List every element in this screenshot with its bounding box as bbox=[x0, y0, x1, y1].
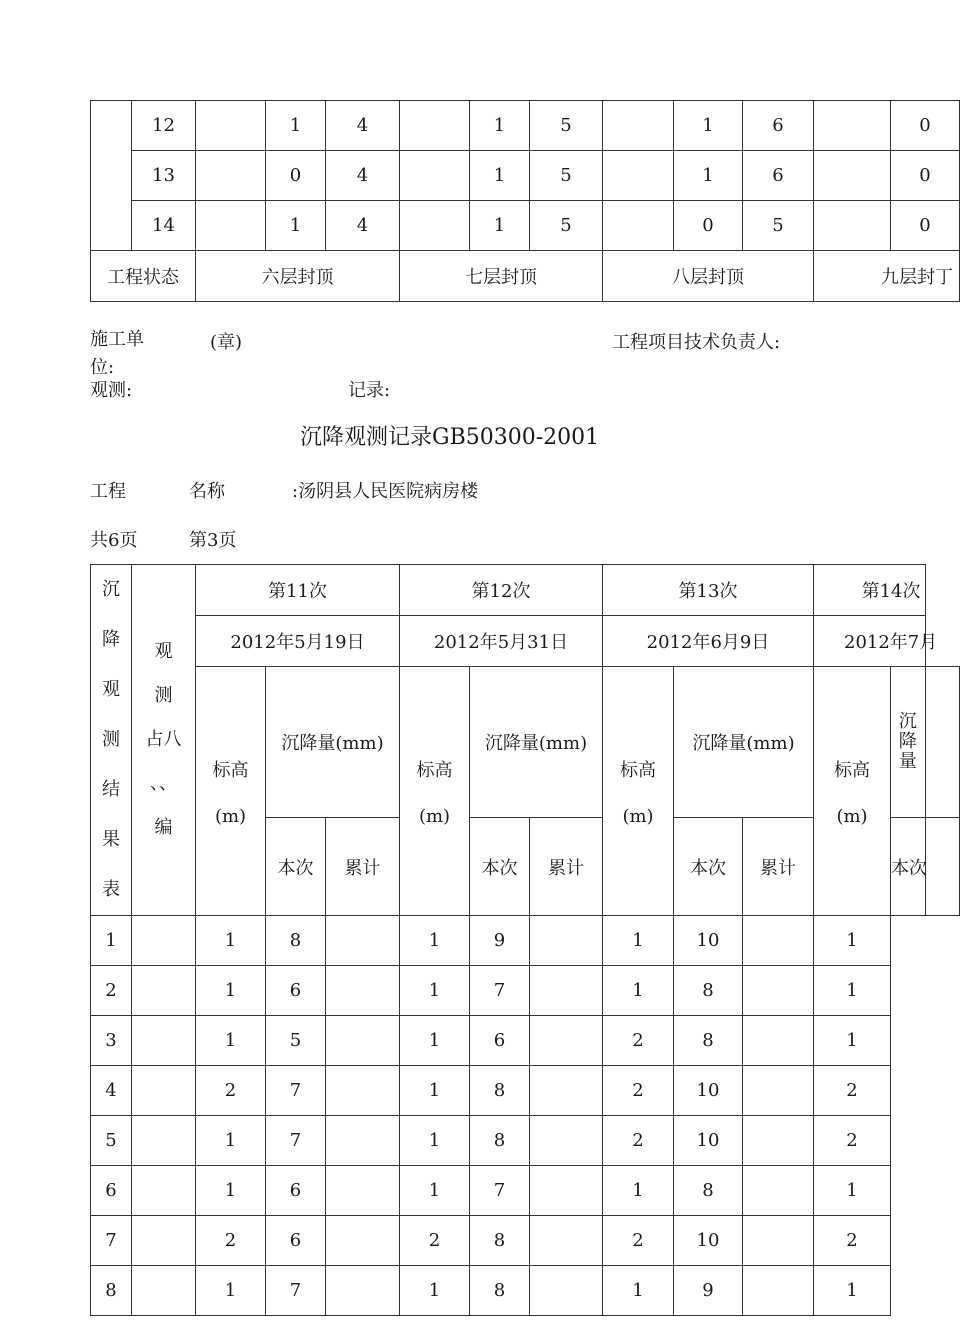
stack-char: 编 bbox=[154, 817, 173, 838]
project-label-1: 工程 bbox=[90, 481, 126, 502]
data-cell: 2 bbox=[603, 1016, 674, 1066]
data-cell bbox=[196, 201, 266, 251]
data-cell: 0 bbox=[266, 151, 326, 201]
page-number: 第3页 bbox=[189, 530, 237, 551]
data-cell bbox=[132, 1116, 196, 1166]
data-cell: 5 bbox=[743, 201, 814, 251]
data-cell: 7 bbox=[266, 1066, 326, 1116]
elev-header-13 bbox=[603, 667, 674, 916]
data-cell: 1 bbox=[196, 966, 266, 1016]
data-cell: 9 bbox=[674, 1266, 743, 1316]
data-cell bbox=[603, 101, 674, 151]
cumulative-header-12: 累计 bbox=[530, 818, 603, 916]
data-cell: 1 bbox=[196, 1016, 266, 1066]
data-cell bbox=[326, 916, 400, 966]
data-cell: 2 bbox=[603, 1116, 674, 1166]
data-cell bbox=[132, 1066, 196, 1116]
data-cell bbox=[814, 151, 891, 201]
data-cell bbox=[530, 1266, 603, 1316]
data-cell: 1 bbox=[196, 1116, 266, 1166]
settle-header-13: 沉降量(mm) bbox=[674, 667, 814, 818]
elev-unit: (m) bbox=[214, 805, 247, 827]
data-cell: 10 bbox=[674, 1216, 743, 1266]
data-cell bbox=[530, 966, 603, 1016]
data-cell: 8 bbox=[674, 966, 743, 1016]
data-cell bbox=[132, 1266, 196, 1316]
data-cell: 8 bbox=[266, 916, 326, 966]
data-cell: 2 bbox=[603, 1216, 674, 1266]
data-cell bbox=[603, 201, 674, 251]
elev-label: 标高 bbox=[416, 759, 453, 781]
data-cell bbox=[814, 101, 891, 151]
data-cell bbox=[132, 1016, 196, 1066]
stack-char: 观 bbox=[154, 641, 173, 662]
this-time-header-13: 本次 bbox=[674, 818, 743, 916]
data-cell: 1 bbox=[470, 201, 530, 251]
data-cell: 2 bbox=[814, 1066, 891, 1116]
data-cell: 8 bbox=[674, 1166, 743, 1216]
side-label bbox=[91, 565, 131, 915]
data-cell bbox=[743, 1116, 814, 1166]
data-cell: 1 bbox=[603, 916, 674, 966]
construction-unit-label-wrap bbox=[90, 326, 160, 378]
data-cell: 6 bbox=[266, 1216, 326, 1266]
table-row bbox=[91, 1216, 960, 1266]
this-time-header-12: 本次 bbox=[470, 818, 530, 916]
data-cell bbox=[400, 101, 470, 151]
data-cell bbox=[530, 916, 603, 966]
data-cell: 2 bbox=[814, 1216, 891, 1266]
data-cell bbox=[132, 1216, 196, 1266]
data-cell: 1 bbox=[400, 966, 470, 1016]
data-cell: 7 bbox=[266, 1266, 326, 1316]
round-11-label: 第11次 bbox=[196, 565, 400, 616]
data-cell: 1 bbox=[400, 1266, 470, 1316]
data-cell bbox=[743, 1266, 814, 1316]
point-header bbox=[132, 630, 195, 850]
filler-cell bbox=[925, 667, 960, 818]
top-settlement-table bbox=[90, 100, 960, 302]
data-cell bbox=[326, 1066, 400, 1116]
table-row bbox=[91, 1166, 960, 1216]
data-cell: 1 bbox=[603, 966, 674, 1016]
data-cell: 1 bbox=[814, 1016, 891, 1066]
point-number: 6 bbox=[91, 1166, 132, 1216]
data-cell bbox=[530, 1016, 603, 1066]
data-cell bbox=[132, 1166, 196, 1216]
elev-label: 标高 bbox=[834, 759, 870, 781]
data-cell bbox=[196, 151, 266, 201]
data-cell bbox=[530, 1066, 603, 1116]
data-cell: 7 bbox=[470, 966, 530, 1016]
construction-unit-label: 施工单位: bbox=[90, 329, 144, 378]
stack-char: 降 bbox=[102, 629, 120, 650]
data-cell: 1 bbox=[266, 201, 326, 251]
data-cell bbox=[743, 1016, 814, 1066]
data-cell: 2 bbox=[603, 1066, 674, 1116]
data-cell: 0 bbox=[891, 201, 960, 251]
data-cell: 6 bbox=[743, 151, 814, 201]
data-cell: 1 bbox=[814, 916, 891, 966]
total-pages: 共6页 bbox=[90, 530, 138, 551]
data-cell: 10 bbox=[674, 916, 743, 966]
data-cell: 1 bbox=[400, 1066, 470, 1116]
data-cell: 1 bbox=[196, 1166, 266, 1216]
side-label-cell bbox=[91, 565, 132, 916]
data-cell: 2 bbox=[814, 1116, 891, 1166]
status-value: 七层封顶 bbox=[400, 251, 603, 302]
data-cell bbox=[530, 1166, 603, 1216]
data-cell bbox=[132, 916, 196, 966]
data-cell: 8 bbox=[674, 1016, 743, 1066]
stack-char: 占八 bbox=[145, 729, 182, 750]
point-number: 2 bbox=[91, 966, 132, 1016]
data-cell: 7 bbox=[266, 1116, 326, 1166]
project-name: :汤阴县人民医院病房楼 bbox=[292, 481, 479, 502]
data-cell bbox=[400, 151, 470, 201]
project-label-2: 名称 bbox=[189, 481, 225, 502]
data-cell: 4 bbox=[326, 151, 400, 201]
data-cell: 6 bbox=[266, 1166, 326, 1216]
data-cell bbox=[326, 1266, 400, 1316]
table-row bbox=[91, 916, 960, 966]
filler-cell bbox=[925, 818, 960, 916]
data-cell: 1 bbox=[400, 1016, 470, 1066]
table-row bbox=[91, 1266, 960, 1316]
point-number: 3 bbox=[91, 1016, 132, 1066]
seal-label: (章) bbox=[210, 332, 243, 353]
elev-unit: (m) bbox=[836, 805, 868, 827]
document-title: 沉降观测记录GB50300-2001 bbox=[300, 425, 600, 450]
data-cell: 9 bbox=[470, 916, 530, 966]
data-cell: 8 bbox=[470, 1116, 530, 1166]
data-cell: 0 bbox=[891, 101, 960, 151]
data-cell: 0 bbox=[891, 151, 960, 201]
settle-header-11: 沉降量(mm) bbox=[266, 667, 400, 818]
data-cell bbox=[326, 1166, 400, 1216]
data-cell: 4 bbox=[326, 101, 400, 151]
point-number: 13 bbox=[132, 151, 196, 201]
round-13-label: 第13次 bbox=[603, 565, 814, 616]
this-time-header-14: 本次 bbox=[891, 818, 926, 916]
data-cell: 1 bbox=[674, 101, 743, 151]
data-cell bbox=[743, 1066, 814, 1116]
elev-label: 标高 bbox=[620, 759, 656, 781]
data-cell: 8 bbox=[470, 1066, 530, 1116]
data-cell: 5 bbox=[530, 201, 603, 251]
data-cell bbox=[326, 1016, 400, 1066]
status-value: 六层封顶 bbox=[196, 251, 400, 302]
data-cell: 2 bbox=[196, 1216, 266, 1266]
data-cell: 1 bbox=[196, 916, 266, 966]
data-cell bbox=[814, 201, 891, 251]
data-cell: 1 bbox=[603, 1266, 674, 1316]
settlement-observation-table bbox=[90, 564, 960, 1316]
data-cell: 6 bbox=[470, 1016, 530, 1066]
data-cell bbox=[743, 966, 814, 1016]
table-row bbox=[91, 966, 960, 1016]
stack-char: 、、 bbox=[150, 773, 177, 794]
table-row bbox=[91, 201, 960, 251]
data-cell bbox=[326, 1216, 400, 1266]
data-cell: 10 bbox=[674, 1066, 743, 1116]
cumulative-header-11: 累计 bbox=[326, 818, 400, 916]
elev-header-11 bbox=[196, 667, 266, 916]
data-cell: 8 bbox=[470, 1266, 530, 1316]
data-cell: 1 bbox=[814, 1266, 891, 1316]
settle-header-12: 沉降量(mm) bbox=[470, 667, 603, 818]
data-cell: 1 bbox=[603, 1166, 674, 1216]
point-number: 5 bbox=[91, 1116, 132, 1166]
data-cell: 1 bbox=[400, 1166, 470, 1216]
round-11-date: 2012年5月19日 bbox=[196, 616, 400, 667]
data-cell: 1 bbox=[196, 1266, 266, 1316]
round-14-label: 第14次 bbox=[814, 565, 926, 616]
stack-char: 表 bbox=[102, 879, 120, 900]
point-number: 7 bbox=[91, 1216, 132, 1266]
round-14-date: 2012年7月 bbox=[814, 616, 926, 667]
settle-header-14: 沉降量 bbox=[891, 667, 926, 818]
recorder-label: 记录: bbox=[348, 380, 391, 401]
data-cell: 1 bbox=[400, 916, 470, 966]
data-cell bbox=[530, 1116, 603, 1166]
stack-char: 结 bbox=[102, 779, 120, 800]
status-label: 工程状态 bbox=[91, 251, 196, 302]
data-cell: 1 bbox=[400, 1116, 470, 1166]
status-value: 九层封丁 bbox=[814, 251, 960, 302]
cumulative-header-13: 累计 bbox=[743, 818, 814, 916]
data-cell bbox=[743, 1216, 814, 1266]
table-row bbox=[91, 101, 960, 151]
this-time-header-11: 本次 bbox=[266, 818, 326, 916]
data-cell: 6 bbox=[266, 966, 326, 1016]
data-cell: 8 bbox=[470, 1216, 530, 1266]
status-row bbox=[91, 251, 960, 302]
stack-char: 测 bbox=[102, 729, 120, 750]
elev-label: 标高 bbox=[212, 759, 249, 781]
blank-group-cell bbox=[91, 101, 132, 251]
status-value: 八层封顶 bbox=[603, 251, 814, 302]
data-cell bbox=[743, 916, 814, 966]
data-cell: 10 bbox=[674, 1116, 743, 1166]
table-row bbox=[91, 151, 960, 201]
data-cell bbox=[326, 1116, 400, 1166]
point-number: 4 bbox=[91, 1066, 132, 1116]
data-cell bbox=[196, 101, 266, 151]
data-cell bbox=[603, 151, 674, 201]
data-cell: 5 bbox=[266, 1016, 326, 1066]
data-cell: 1 bbox=[674, 151, 743, 201]
stack-char: 果 bbox=[102, 829, 120, 850]
data-cell: 1 bbox=[470, 151, 530, 201]
table-row bbox=[91, 1116, 960, 1166]
data-cell: 7 bbox=[470, 1166, 530, 1216]
data-cell bbox=[530, 1216, 603, 1266]
observer-label: 观测: bbox=[90, 380, 133, 401]
elev-unit: (m) bbox=[622, 805, 654, 827]
data-cell: 4 bbox=[326, 201, 400, 251]
tech-lead-label: 工程项目技术负责人: bbox=[612, 332, 781, 353]
data-cell: 2 bbox=[400, 1216, 470, 1266]
elev-header-12 bbox=[400, 667, 470, 916]
round-12-label: 第12次 bbox=[400, 565, 603, 616]
elev-unit: (m) bbox=[418, 805, 451, 827]
data-cell: 1 bbox=[814, 966, 891, 1016]
stack-char: 测 bbox=[154, 685, 173, 706]
table-row bbox=[91, 1016, 960, 1066]
stack-char: 沉 bbox=[102, 579, 120, 600]
point-header-cell bbox=[132, 565, 196, 916]
data-cell: 2 bbox=[196, 1066, 266, 1116]
data-cell: 1 bbox=[470, 101, 530, 151]
data-cell: 5 bbox=[530, 151, 603, 201]
data-cell: 0 bbox=[674, 201, 743, 251]
data-cell bbox=[400, 201, 470, 251]
point-number: 1 bbox=[91, 916, 132, 966]
stack-char: 观 bbox=[102, 679, 120, 700]
round-13-date: 2012年6月9日 bbox=[603, 616, 814, 667]
data-cell: 6 bbox=[743, 101, 814, 151]
elev-header-14 bbox=[814, 667, 891, 916]
point-number: 14 bbox=[132, 201, 196, 251]
point-number: 8 bbox=[91, 1266, 132, 1316]
data-cell: 1 bbox=[814, 1166, 891, 1216]
data-cell: 1 bbox=[266, 101, 326, 151]
data-cell bbox=[132, 966, 196, 1016]
round-12-date: 2012年5月31日 bbox=[400, 616, 603, 667]
table-row bbox=[91, 1066, 960, 1116]
data-cell bbox=[743, 1166, 814, 1216]
data-cell: 5 bbox=[530, 101, 603, 151]
data-cell bbox=[326, 966, 400, 1016]
point-number: 12 bbox=[132, 101, 196, 151]
